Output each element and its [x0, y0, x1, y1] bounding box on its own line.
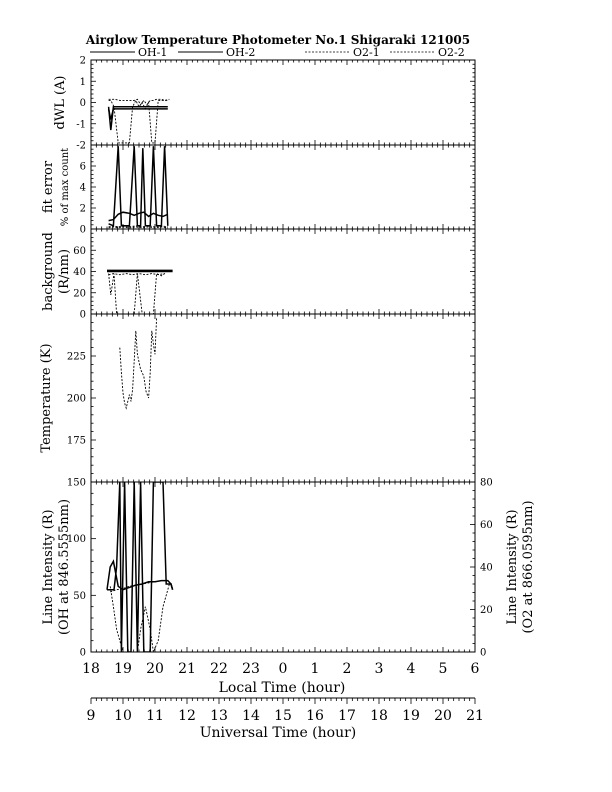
data-lines — [107, 99, 173, 652]
ut-tick-label: 13 — [210, 708, 228, 724]
ut-tick-label: 10 — [114, 708, 132, 724]
dwl-series-o2-2 — [109, 99, 170, 104]
dwl-ytick-label: -2 — [76, 140, 86, 152]
dwl-ylabel: dWL (A) — [53, 75, 68, 130]
intensity-ylabel: Line Intensity (R) — [41, 509, 56, 625]
background-ytick-label: 0 — [79, 309, 86, 321]
background-series-o2-1 — [109, 273, 167, 314]
background-ytick-label: 20 — [73, 288, 86, 300]
intensity-ytick-label: 50 — [73, 590, 86, 602]
background-ylabel-sub: (R/nm) — [57, 248, 72, 295]
intensity-series-oh-1 — [107, 482, 173, 652]
intensity-ytick-label: 150 — [66, 477, 86, 489]
ut-tick-label: 20 — [434, 708, 452, 724]
panel-frames — [91, 60, 475, 704]
labels — [39, 33, 536, 741]
figure-title: Airglow Temperature Photometer No.1 Shigaraki 121005 — [85, 33, 471, 47]
ut-tick-label: 18 — [370, 708, 388, 724]
legend-label-oh-1: OH-1 — [138, 46, 168, 59]
dwl-ytick-label: -1 — [76, 119, 86, 131]
ut-tick-label: 14 — [242, 708, 260, 724]
ut-tick-label: 21 — [466, 708, 484, 724]
ut-tick-label: 19 — [402, 708, 420, 724]
fit_error-series-oh-2 — [109, 212, 168, 220]
fit_error-ytick-label: 4 — [79, 182, 86, 194]
local-time-tick-label: 1 — [310, 661, 320, 677]
intensity-ytick-label-right: 0 — [480, 647, 487, 659]
local-time-tick-label: 23 — [242, 661, 260, 677]
fit_error-ytick-label: 0 — [79, 224, 86, 236]
intensity-frame — [91, 482, 475, 652]
local-time-tick-label: 6 — [470, 661, 480, 677]
temperature-ylabel: Temperature (K) — [39, 343, 54, 453]
intensity-ylabel-sub: (OH at 846.5555nm) — [57, 498, 72, 636]
ut-tick-label: 17 — [338, 708, 356, 724]
local-time-tick-label: 19 — [114, 661, 132, 677]
intensity-series-o2-1 — [110, 584, 169, 652]
fit_error-ytick-label: 2 — [79, 203, 86, 215]
background-series-o2-2 — [109, 274, 165, 275]
ut-tick-label: 11 — [146, 708, 164, 724]
intensity-ytick-label: 100 — [66, 534, 86, 546]
dwl-series-oh-1 — [109, 107, 168, 130]
intensity-ytick-label-right: 80 — [480, 477, 493, 489]
temperature-ytick-label: 200 — [66, 393, 86, 405]
intensity-ylabel-right-sub: (O2 at 866.0595nm) — [521, 500, 536, 634]
fit_error-ylabel: fit error — [41, 160, 56, 214]
dwl-ytick-label: 0 — [79, 98, 86, 109]
intensity-ytick-label-right: 60 — [480, 520, 493, 531]
fit_error-ytick-label: 6 — [79, 161, 86, 173]
universal-time-axis-label: Universal Time (hour) — [199, 725, 357, 741]
intensity-ytick-label: 0 — [79, 647, 86, 659]
legend-label-o2-2: O2-2 — [438, 46, 465, 59]
ut-tick-label: 12 — [178, 708, 196, 724]
dwl-series-oh-2 — [109, 109, 168, 120]
local-time-tick-label: 18 — [82, 661, 100, 677]
local-time-tick-label: 22 — [210, 661, 228, 677]
legend-label-o2-1: O2-1 — [353, 46, 380, 59]
intensity-ylabel-right: Line Intensity (R) — [505, 509, 520, 625]
local-time-tick-label: 21 — [178, 661, 196, 677]
ut-tick-label: 15 — [274, 708, 292, 724]
local-time-axis-label: Local Time (hour) — [218, 680, 346, 696]
local-time-tick-label: 0 — [278, 661, 288, 677]
temperature-ytick-label: 225 — [66, 351, 86, 363]
temperature-series-o2 — [120, 317, 157, 408]
fit_error-ylabel-sub: % of max count — [60, 147, 71, 227]
local-time-tick-label: 4 — [406, 661, 416, 677]
local-time-tick-label: 20 — [146, 661, 164, 677]
local-time-tick-label: 2 — [342, 661, 352, 677]
dwl-ytick-label: 1 — [79, 76, 86, 88]
temperature-ytick-label: 175 — [66, 435, 86, 447]
background-ytick-label: 60 — [73, 245, 86, 257]
local-time-tick-label: 3 — [374, 661, 384, 677]
ut-tick-label: 9 — [86, 708, 96, 724]
background-ytick-label: 40 — [73, 267, 86, 278]
dwl-ytick-label: 2 — [79, 55, 86, 67]
intensity-ytick-label-right: 20 — [480, 605, 493, 616]
background-ylabel: background — [41, 232, 56, 311]
ut-tick-label: 16 — [306, 708, 324, 724]
intensity-ytick-label-right: 40 — [480, 562, 493, 574]
local-time-tick-label: 5 — [438, 661, 448, 677]
legend-label-oh-2: OH-2 — [226, 46, 256, 59]
